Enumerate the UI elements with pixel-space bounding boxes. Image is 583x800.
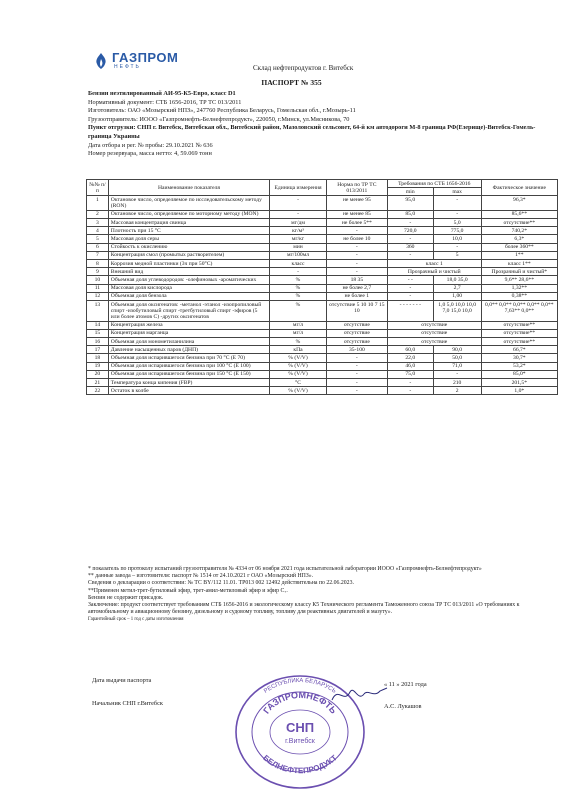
cell-num: 20 (87, 370, 109, 378)
cell-unit: класс (270, 260, 327, 268)
cell-norm-tr: - (326, 268, 387, 276)
cell-min: 22,0 (387, 354, 433, 362)
cell-norm-tr: отсутствие (326, 321, 387, 329)
cell-actual: 201,5* (481, 379, 557, 387)
cell-unit: % (270, 276, 327, 284)
table-row (87, 362, 558, 370)
cell-actual: отсутствие** (481, 329, 557, 337)
cell-unit: мг/л (270, 329, 327, 337)
note-3: Сведения о декларации о соответствии: № ТС BY/112 11.01. ТР013 002 12492 действительна по 22.06.2023. (88, 580, 354, 587)
cell-max: - (433, 243, 481, 251)
cell-name: Октановое число, определяемое по моторному методу (MON) (108, 210, 269, 218)
cell-min: 46,0 (387, 362, 433, 370)
cell-name: Объемная доля углеводородов: -олефиновых -ароматических (108, 276, 269, 284)
cell-min: - (387, 284, 433, 292)
cell-unit: % (270, 292, 327, 300)
conclusion: Заключение: продукт соответствует требованиям СТБ 1656-2016 и экологическому классу К5 Технического регламента Таможенного союза ТР ТС 013/2011 «О требованиях к автомобильному и авиационному бензину, дизельному и судовому топливу, топливу для реактивных двигателей и мазуту». (88, 602, 520, 616)
cell-norm-tr: - (326, 379, 387, 387)
cell-actual: 1,0* (481, 387, 557, 395)
table-row (87, 260, 558, 268)
cell-num: 8 (87, 260, 109, 268)
note-5: Бензин не содержит присадок. (88, 594, 164, 601)
cell-actual: 1** (481, 251, 557, 259)
table-row (87, 268, 558, 276)
header-requirements: Требования по СТБ 1656-2016 (387, 180, 481, 188)
table-row (87, 210, 558, 218)
cell-num: 7 (87, 251, 109, 259)
cell-norm-tr: - (326, 243, 387, 251)
table-row (87, 251, 558, 259)
cell-unit: мг/100мл (270, 251, 327, 259)
cell-norm-tr: не более 2,7 (326, 284, 387, 292)
cell-name: Объемная доля испарившегося бензина при 70 °С (Е 70) (108, 354, 269, 362)
cell-name: Концентрация марганца (108, 329, 269, 337)
cell-actual: 66,7* (481, 346, 557, 354)
cell-name: Объемная доля испарившегося бензина при 100 °С (Е 100) (108, 362, 269, 370)
cell-max: 1,00 (433, 292, 481, 300)
note-4: **Применен метил-трет-бутиловый эфир, трет-амил-метиловый эфир и эфир С₇. (88, 587, 288, 594)
cell-name: Остаток в колбе (108, 387, 269, 395)
cell-norm-tr: - (326, 227, 387, 235)
cell-num: 16 (87, 338, 109, 346)
table-row (87, 284, 558, 292)
cell-actual: отсутствие** (481, 321, 557, 329)
cell-norm-tr: - (326, 387, 387, 395)
chief-label: Начальник СНП г.Витебск (92, 700, 163, 707)
table-row (87, 292, 558, 300)
table-row (87, 235, 558, 243)
normative-document: Нормативный документ: СТБ 1656-2016, ТР ТС 013/2011 (88, 98, 242, 106)
cell-max: 18,0 35,0 (433, 276, 481, 284)
cell-norm-tr: не более 5** (326, 219, 387, 227)
cell-norm-tr: - (326, 260, 387, 268)
cell-num: 3 (87, 219, 109, 227)
cell-min: - (387, 219, 433, 227)
cell-norm-tr: - (326, 354, 387, 362)
manufacturer: Изготовитель: ОАО «Мозырский НПЗ», 247760 Республика Беларусь, Гомельская обл., г.Мозырь-11 (88, 107, 356, 115)
cell-unit: % (V/V) (270, 362, 327, 370)
cell-unit: °С (270, 379, 327, 387)
cell-unit: мин (270, 243, 327, 251)
table-row (87, 227, 558, 235)
cell-name: Объемная доля испарившегося бензина при 150 °С (Е 150) (108, 370, 269, 378)
cell-norm-tr: не менее 95 (326, 196, 387, 210)
cell-unit: % (V/V) (270, 387, 327, 395)
gazprom-logo (92, 50, 212, 72)
cell-name: Объемная доля оксигенатов: -метанол -этанол -изопропиловый спирт -изобутиловый спирт -третбутиловый спирт -эфиров (5 или более атомов С) -других оксигенатов (108, 301, 269, 322)
svg-text:ГАЗПРОМНЕФТЬ (261, 690, 339, 716)
table-row (87, 196, 558, 210)
cell-min: - - (387, 276, 433, 284)
cell-unit: мг/л (270, 321, 327, 329)
cell-min: 60,0 (387, 346, 433, 354)
header-min: min (387, 188, 433, 196)
cell-min: - (387, 251, 433, 259)
cell-num: 17 (87, 346, 109, 354)
header-unit: Единица измерения (270, 180, 327, 196)
cell-norm-tr: - (326, 251, 387, 259)
cell-max: 10,0 (433, 235, 481, 243)
header-max: max (433, 188, 481, 196)
cell-unit: кПа (270, 346, 327, 354)
shipper: Грузоотправитель: ИООО «Газпромнефть-Белнефтепродукт», 220050, г.Минск, ул.Мясникова, 70 (88, 115, 350, 123)
cell-num: 9 (87, 268, 109, 276)
cell-actual: 53,2* (481, 362, 557, 370)
cell-name: Объемная доля монометиланилина (108, 338, 269, 346)
cell-name: Массовая доля кислорода (108, 284, 269, 292)
table-header-row (87, 180, 558, 188)
cell-min: отсутствие (387, 329, 481, 337)
note-2: ** данные завода – изготовителя: паспорт № 1514 от 24.10.2021 г ОАО «Мозырский НПЗ». (88, 573, 314, 580)
cell-max: 775,0 (433, 227, 481, 235)
cell-min: Прозрачный и чистый (387, 268, 481, 276)
header-name: Наименование показателя (108, 180, 269, 196)
cell-max: 71,0 (433, 362, 481, 370)
table-row (87, 321, 558, 329)
table-body (87, 196, 558, 395)
cell-unit: кг/м³ (270, 227, 327, 235)
cell-norm-tr: отсутствие (326, 338, 387, 346)
cell-name: Концентрация железа (108, 321, 269, 329)
cell-num: 22 (87, 387, 109, 395)
table-row (87, 338, 558, 346)
cell-actual: 85,0* (481, 370, 557, 378)
cell-norm-tr: не более 1 (326, 292, 387, 300)
cell-name: Стойкость к окислению (108, 243, 269, 251)
cell-actual: 30,7* (481, 354, 557, 362)
signer-name: А.С. Лукашов (384, 703, 422, 710)
cell-name: Объемная доля бензола (108, 292, 269, 300)
cell-num: 1 (87, 196, 109, 210)
cell-actual: 0,38** (481, 292, 557, 300)
cell-norm-tr: 18 35 (326, 276, 387, 284)
cell-max: 50,0 (433, 354, 481, 362)
header-actual: Фактическое значение (481, 180, 557, 196)
cell-actual: 96,3* (481, 196, 557, 210)
cell-num: 15 (87, 329, 109, 337)
cell-max: 2,7 (433, 284, 481, 292)
cell-norm-tr: отсутствие (326, 329, 387, 337)
flame-icon (92, 52, 110, 70)
table-row (87, 301, 558, 322)
cell-min: - (387, 292, 433, 300)
header-norm-tr: Норма по ТР ТС 013/2011 (326, 180, 387, 196)
cell-actual: Прозрачный и чистый* (481, 268, 557, 276)
issue-date: « 11 » 2021 года (384, 681, 427, 688)
cell-max: - (433, 210, 481, 218)
cell-min: 95,0 (387, 196, 433, 210)
cell-num: 21 (87, 379, 109, 387)
product-info (88, 90, 558, 159)
cell-actual: более 360** (481, 243, 557, 251)
cell-max: - (433, 370, 481, 378)
cell-unit: % (270, 301, 327, 322)
note-1: * показатель по протоколу испытаний грузоотправителя № 4334 от 06 ноября 2021 года испытательной лаборатории ИООО «Газпромнефть-Белнефтепродукт» (88, 566, 482, 572)
table-row (87, 243, 558, 251)
cell-norm-tr: - (326, 362, 387, 370)
cell-unit: % (V/V) (270, 370, 327, 378)
table-row (87, 379, 558, 387)
cell-name: Массовая концентрация свинца (108, 219, 269, 227)
cell-min: - (387, 379, 433, 387)
cell-num: 11 (87, 284, 109, 292)
cell-min: - (387, 387, 433, 395)
cell-min: 360 (387, 243, 433, 251)
cell-unit: мг/дм (270, 219, 327, 227)
cell-max: 210 (433, 379, 481, 387)
cell-actual: отсутствие** (481, 219, 557, 227)
shipment-point: Пункт отгрузки: СНП г. Витебск, Витебская обл., Витебский район, Мазоловский сельсовет, 64-й км автодороги М-8 граница РФ(Езерище)-Витебск-Гомель-граница Украины (88, 124, 536, 140)
table-row (87, 329, 558, 337)
cell-name: Внешний вид (108, 268, 269, 276)
cell-actual: 1,32** (481, 284, 557, 292)
cell-norm-tr: отсутствие 5 10 10 7 15 10 (326, 301, 387, 322)
logo-subtext: НЕФТЬ (114, 64, 141, 70)
cell-name: Концентрация смол (промытых растворителем) (108, 251, 269, 259)
stamp-ring-text: ГАЗПРОМНЕФТЬ (261, 689, 339, 716)
table-row (87, 354, 558, 362)
cell-num: 19 (87, 362, 109, 370)
header-num: №№ п/п (87, 180, 109, 196)
cell-name: Массовая доля серы (108, 235, 269, 243)
table-row (87, 346, 558, 354)
cell-max: 90,0 (433, 346, 481, 354)
issue-date-label: Дата выдачи паспорта (92, 677, 152, 684)
table-row (87, 370, 558, 378)
cell-name: Коррозия медной пластинки (3ч при 50°С) (108, 260, 269, 268)
cell-unit: % (270, 284, 327, 292)
table-row (87, 276, 558, 284)
cell-num: 4 (87, 227, 109, 235)
cell-min: 75,0 (387, 370, 433, 378)
warehouse-title: Склад нефтепродуктов г. Витебск (253, 64, 354, 72)
cell-norm-tr: - (326, 370, 387, 378)
cell-name: Плотность при 15 °С (108, 227, 269, 235)
cell-min: класс 1 (387, 260, 481, 268)
cell-name: Давление насыщенных паров (ДНП) (108, 346, 269, 354)
cell-min: отсутствие (387, 321, 481, 329)
cell-actual: 85,6** (481, 210, 557, 218)
cell-actual: 6,3* (481, 235, 557, 243)
cell-unit: - (270, 210, 327, 218)
cell-actual: 0,0** 0,0** 0,0** 0,0** 0,0** 7,63** 0,0** (481, 301, 557, 322)
table-row (87, 219, 558, 227)
cell-num: 2 (87, 210, 109, 218)
cell-num: 6 (87, 243, 109, 251)
cell-norm-tr: не более 10 (326, 235, 387, 243)
cell-actual: 9,6** 28,6** (481, 276, 557, 284)
cell-min: - - - - - - - (387, 301, 433, 322)
cell-max: 1,0 5,0 10,0 10,0 7,0 15,0 10,0 (433, 301, 481, 322)
tank-mass: Номер резервуара, масса нетто: 4, 59.069 тонн (88, 150, 212, 158)
stamp-center-top: СНП (285, 720, 315, 735)
cell-num: 10 (87, 276, 109, 284)
stamp-bottom-text: БЕЛНЕФТЕПРОДУКТ (261, 753, 339, 776)
cell-unit: % (270, 338, 327, 346)
signature (330, 682, 390, 708)
cell-min: 85,0 (387, 210, 433, 218)
cell-norm-tr: 35-100 (326, 346, 387, 354)
cell-name: Октановое число, определяемое по исследовательскому методу (RON) (108, 196, 269, 210)
cell-name: Температура конца кипения (FBP) (108, 379, 269, 387)
svg-text:БЕЛНЕФТЕПРОДУКТ (261, 753, 339, 775)
sample-date: Дата отбора и рег. № пробы: 29.10.2021 № 636 (88, 141, 213, 149)
cell-unit: % (V/V) (270, 354, 327, 362)
cell-min: - (387, 235, 433, 243)
cell-num: 12 (87, 292, 109, 300)
warranty: Гарантийный срок – 1 год с даты изготовления (88, 617, 184, 623)
cell-actual: 740,2* (481, 227, 557, 235)
table-row (87, 387, 558, 395)
cell-max: 5 (433, 251, 481, 259)
stamp-outer-text: РЕСПУБЛИКА БЕЛАРУСЬ (263, 677, 337, 695)
cell-num: 13 (87, 301, 109, 322)
cell-norm-tr: не менее 85 (326, 210, 387, 218)
product-name: Бензин неэтилированный АИ-95-К5-Евро, класс D1 (88, 90, 236, 97)
cell-min: 720,0 (387, 227, 433, 235)
cell-num: 14 (87, 321, 109, 329)
passport-title: ПАСПОРТ № 355 (261, 78, 322, 87)
cell-unit: - (270, 268, 327, 276)
notes-section (88, 566, 558, 624)
quality-table (86, 179, 558, 395)
cell-num: 18 (87, 354, 109, 362)
cell-min: отсутствие (387, 338, 481, 346)
cell-actual: отсутствие** (481, 338, 557, 346)
cell-unit: мг/кг (270, 235, 327, 243)
logo-text: ГАЗПРОМ (112, 50, 179, 65)
cell-max: 5,0 (433, 219, 481, 227)
stamp-center-bottom: г.Витебск (285, 738, 315, 745)
cell-num: 5 (87, 235, 109, 243)
cell-max: 2 (433, 387, 481, 395)
cell-unit: - (270, 196, 327, 210)
cell-max: - (433, 196, 481, 210)
cell-actual: класс 1** (481, 260, 557, 268)
